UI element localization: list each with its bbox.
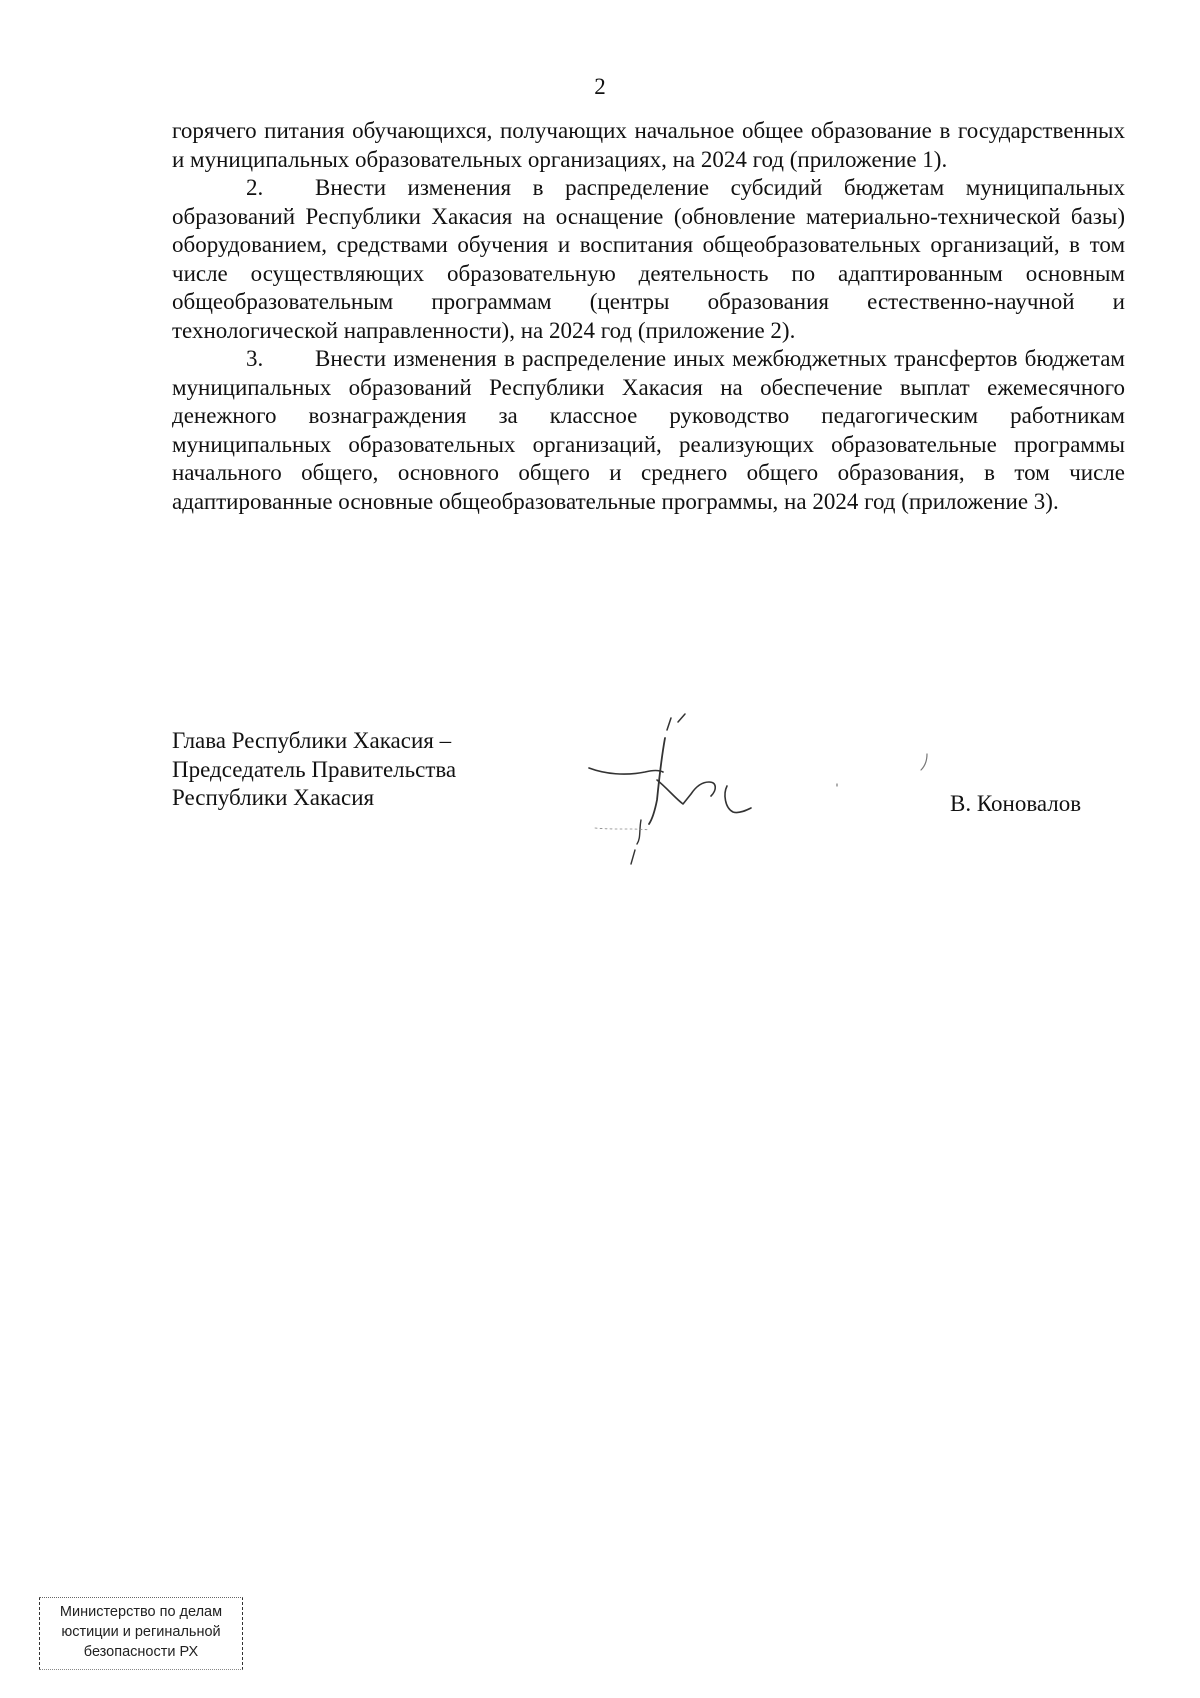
signatory-title-line: Председатель Правительства [172, 756, 457, 782]
stamp-line: юстиции и регинальной [61, 1624, 221, 1640]
stamp-line: Министерство по делам [59, 1604, 223, 1620]
item-text: Внести изменения в распределение иных межбюджетных трансфертов бюджетам муниципальных образований Республики Хакасия на обеспечение выплат ежемесячного денежного вознаграждения за классное руководство педагогическим работникам муниципальных образовательных организаций, реализующих образовательные программы начального общего, основного общего и среднего общего образования, в том числе адаптированные основные общеобразовательные программы, на 2024 год (приложение 3). [172, 346, 1125, 514]
paragraph-continuation: горячего питания обучающихся, получающих начальное общее образование в государственных и муниципальных образовательных организациях, на 2024 год (приложение 1). [172, 118, 1125, 172]
ministry-stamp [39, 1597, 243, 1670]
item-number: 2. [246, 175, 264, 200]
document-body [172, 117, 1125, 516]
stamp-line: безопасности РХ [83, 1644, 199, 1660]
handwritten-signature [575, 700, 1005, 870]
signatory-title [172, 727, 456, 813]
item-text: Внести изменения в распределение субсидий бюджетам муниципальных образований Республики Хакасия на оснащение (обновление материально-технической базы) оборудованием, средствами обучения и воспитания общеобразовательных организаций, в том числе осуществляющих образовательную деятельность по адаптированным основным общеобразовательным программам (центры образования естественно-научной и технологической направленности), на 2024 год (приложение 2). [172, 175, 1125, 343]
signer-name: В. Коновалов [950, 791, 1082, 816]
paragraph-item-2 [172, 174, 1125, 345]
page-number: 2 [594, 74, 606, 99]
signatory-title-line: Республики Хакасия [172, 785, 375, 810]
signatory-title-line: Глава Республики Хакасия – [172, 728, 452, 753]
item-number: 3. [246, 346, 264, 371]
paragraph-item-3 [172, 345, 1125, 516]
